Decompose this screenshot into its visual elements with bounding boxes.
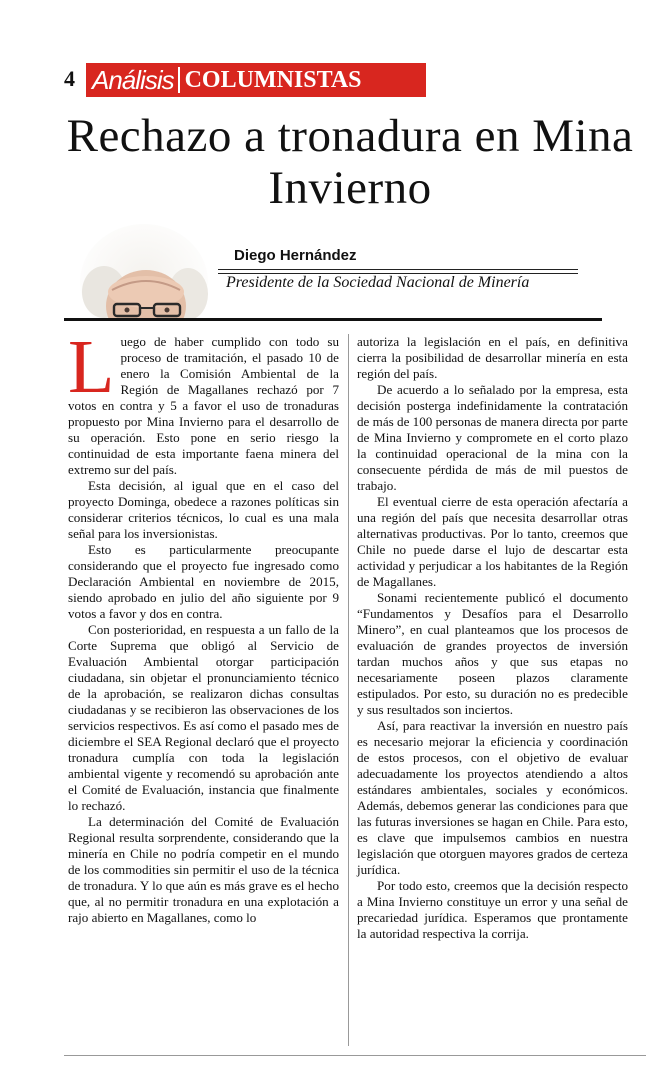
column-separator — [348, 334, 349, 1046]
section-title-secondary: COLUMNISTAS — [184, 66, 362, 93]
article-paragraph: Por todo esto, creemos que la decisión respecto a Mina Invierno constituye un error y una señal de precariedad jurídica. Esperamos que prontamente la autoridad respectiva la corrija. — [357, 878, 628, 941]
paragraph-text: uego de haber cumplido con todo su proceso de tramitación, el pasado 10 de enero la Comisión Ambiental de la Región de Magallanes rechazó por 7 votos en contra y 5 a favor el uso de tronaduras propuesto por Mina Invierno para el desarrollo de su operación. Esto pone en serio riesgo la continuidad de esta importante faena minera del extremo sur del país. — [68, 334, 339, 477]
article-paragraph: Así, para reactivar la inversión en nuestro país es necesario mejorar la eficiencia y coordinación de estos procesos, con el objetivo de evaluar adecuadamente los proyectos atendiendo a altos estándares ambientales, sociales y económicos. Además, debemos generar las condiciones para que las futuras inversiones se hagan en Chile. Para esto, es clave que impulsemos cambios en nuestra legislación que otorguen mayores grados de certeza jurídica. — [357, 718, 628, 877]
article-paragraph: autoriza la legislación en el país, en definitiva cierra la posibilidad de desarrollar minería en esta región del país. — [357, 334, 628, 381]
bottom-divider — [64, 1055, 646, 1056]
article-column-right — [357, 334, 628, 942]
article-paragraph: La determinación del Comité de Evaluación Regional resulta sorprendente, considerando que la minería en Chile no podría competir en el mundo de los commodities sin permitir el uso de la técnica de tronadura. Y lo que aún es más grave es el hecho que, al no permitir tronadura en una explotación a rajo abierto en Magallanes, como lo — [68, 814, 339, 925]
article-paragraph: Sonami recientemente publicó el documento “Fundamentos y Desafíos para el Desarrollo Minero”, en cual planteamos que los procesos de evaluación de grandes proyectos de inversión tardan muchos años y que sus etapas no necesariamente poseen plazos claramente estipulados. Por esto, su duración no es predecible y sus resultados son inciertos. — [357, 590, 628, 717]
author-name: Diego Hernández — [234, 247, 357, 264]
portrait-icon — [64, 220, 224, 320]
headline: Rechazo a tronadura en Mina Invierno — [66, 110, 634, 214]
article-column-left — [68, 325, 339, 926]
section-title-primary: Análisis — [92, 64, 174, 95]
section-divider — [178, 67, 180, 93]
article-paragraph — [68, 325, 339, 478]
byline-divider — [64, 318, 602, 321]
article-paragraph: Esto es particularmente preocupante considerando que el proyecto fue ingresado como Declaración Ambiental en noviembre de 2015, siendo aprobado en julio del año siguiente por 9 votos a favor y dos en contra. — [68, 542, 339, 621]
section-header-bar — [86, 63, 426, 97]
article-paragraph: Con posterioridad, en respuesta a un fallo de la Corte Suprema que obligó al Servicio de Evaluación Ambiental otorgar participación ciudadana, sin objetar el pronunciamiento técnico de la aprobación, se realizaron dichas consultas ciudadanas y se recibieron las observaciones de los servicios respectivos. Es así como el pasado mes de diciembre el SEA Regional declaró que el proyecto tronadura cumplía con toda la legislación ambiental vigente y recomendó su aprobación ante el Comité de Evaluación, instancia que finalmente lo rechazó. — [68, 622, 339, 813]
article-paragraph: De acuerdo a lo señalado por la empresa, esta decisión posterga indefinidamente la contratación de más de 100 personas de manera directa por parte de Mina Invierno y compromete en el corto plazo la continuidad operacional de la mina con la consecuente pérdida de más de mil puestos de trabajo. — [357, 382, 628, 493]
article-paragraph: El eventual cierre de esta operación afectaría a una región del país que necesita desarrollar otras alternativas productivas. Por lo tanto, creemos que Chile no puede darse el lujo de descartar esta actividad y perjudicar a los habitantes de la Región de Magallanes. — [357, 494, 628, 589]
drop-cap: L — [68, 325, 115, 409]
page-number: 4 — [64, 66, 75, 91]
article-paragraph: Esta decisión, al igual que en el caso del proyecto Dominga, obedece a razones políticas sin considerar criterios técnicos, lo cual es una mala señal para los inversionistas. — [68, 478, 339, 541]
author-role: Presidente de la Sociedad Nacional de Minería — [226, 274, 530, 291]
author-portrait — [64, 220, 224, 320]
